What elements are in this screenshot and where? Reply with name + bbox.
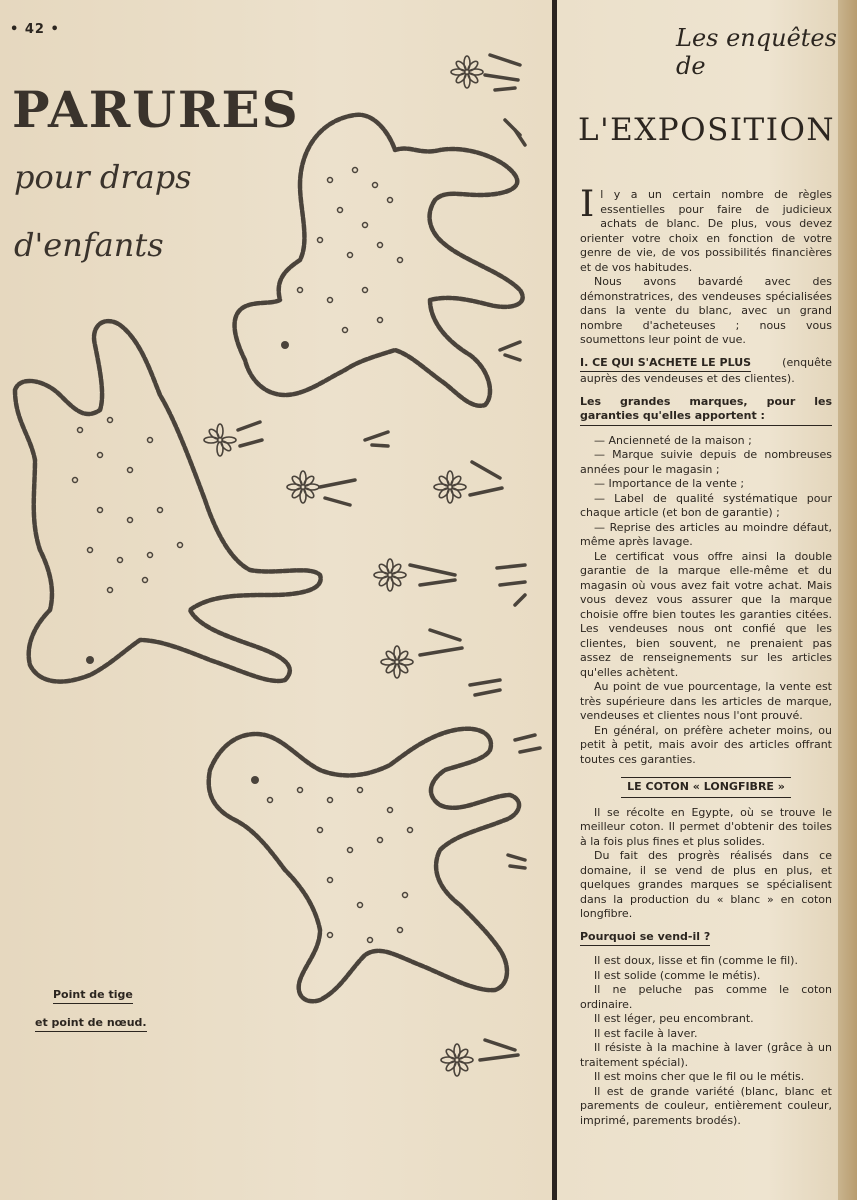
list2-item: Il est facile à laver. [594, 1026, 698, 1040]
paragraph-pourcentage: Au point de vue pourcentage, la vente est très supérieure dans les articles de marque, vendeuses et clientes nous l'ont prouvé. [580, 680, 832, 722]
next-page-edge [838, 0, 857, 1200]
list1-item: — Reprise des articles au moindre défaut, même après lavage. [580, 520, 832, 548]
caption-stitch-1: Point de tige [53, 988, 133, 1004]
list2-item: Il est doux, lisse et fin (comme le fil). [594, 954, 798, 967]
coton-title: LE COTON « LONGFIBRE » [621, 777, 791, 798]
coton-paragraph-2: Du fait des progrès réalisés dans ce domaine, il se vend de plus en plus, et quelques grandes marques se spécialisent dans la production du « blanc » en coton longfibre. [580, 849, 832, 920]
list2-item: Il est moins cher que le fil ou le métis. [594, 1070, 805, 1083]
lamb-outline-top [235, 115, 523, 406]
page-number: • 42 • [10, 22, 60, 37]
drop-cap: I [580, 184, 595, 225]
intro-text: l y a un certain nombre de règles essentielles pour faire de judicieux achats de blanc. De plus, vous devez orienter votre choix en fonction de votre genre de vie, de vos possibilités financières et de vos habitudes. [580, 188, 832, 274]
page-gutter [552, 0, 557, 1200]
lamb-outline-left [15, 321, 321, 681]
list2-item: Il est de grande variété (blanc, blanc et parements de couleur, entièrement couleur, imprimé, parements brodés). [580, 1084, 832, 1127]
article-column [580, 184, 832, 1128]
paragraph-general: En général, on préfère acheter moins, ou petit à petit, mais avoir des articles offrant toutes ces garanties. [580, 723, 832, 766]
pourquoi-heading [580, 930, 832, 947]
leaf-sprigs [238, 55, 540, 1060]
subsection-brands-heading [580, 395, 832, 426]
list1-item: — Marque suivie depuis de nombreuses années pour le magasin ; [580, 448, 832, 476]
section-1-heading [580, 356, 832, 387]
list1-item: — Label de qualité systématique pour chaque article (et bon de garantie) ; [580, 491, 832, 519]
lamb-outline-bottom [209, 729, 519, 1002]
subtitle-line-2: d'enfants [14, 226, 164, 264]
subsection-brands-title: Les grandes marques, pour les garanties qu'elles apportent : [580, 395, 832, 426]
list2-item: Il est solide (comme le métis). [594, 968, 761, 982]
coton-paragraph-1: Il se récolte en Egypte, où se trouve le meilleur coton. Il permet d'obtenir des toiles à la fois plus fines et plus solides. [580, 805, 832, 848]
subtitle-line-1: pour draps [14, 158, 192, 196]
coton-heading [580, 777, 832, 798]
section-header: Les enquêtes de [676, 24, 837, 80]
intro-paragraph [580, 184, 832, 275]
list2-item: Il ne peluche pas comme le coton ordinaire. [580, 983, 832, 1011]
intro-paragraph-2: Nous avons bavardé avec des démonstratrices, des vendeuses spécialisées dans la vente du blanc, avec un grand nombre d'acheteuses ; nous vous soumettons leur point de vue. [580, 275, 832, 346]
section-1-note: (enquête auprès des vendeuses et des clientes). [580, 355, 832, 385]
pourquoi-title: Pourquoi se vend-il ? [580, 930, 710, 947]
article-title: L'EXPOSITION [578, 112, 836, 148]
list1-item: — Ancienneté de la maison ; [594, 433, 752, 447]
paragraph-certificat: Le certificat vous offre ainsi la double garantie de la marque elle-même et du magasin où vous avez fait votre achat. Mais vous devez vous assurer que la marque choisie offre bien toutes les garanties citées. Les vendeuses nous ont confié que les clientes, bien souvent, ne prenaient pas assez de renseignements sur les articles qu'elles achètent. [580, 549, 832, 679]
caption-stitch-2: et point de nœud. [35, 1016, 147, 1032]
list2-item: Il résiste à la machine à laver (grâce à un traitement spécial). [580, 1041, 832, 1069]
list2-item: Il est léger, peu encombrant. [594, 1012, 754, 1025]
list1-item: — Importance de la vente ; [594, 477, 745, 490]
page-title: PARURES [12, 80, 300, 139]
section-1-title: I. CE QUI S'ACHETE LE PLUS [580, 356, 751, 373]
